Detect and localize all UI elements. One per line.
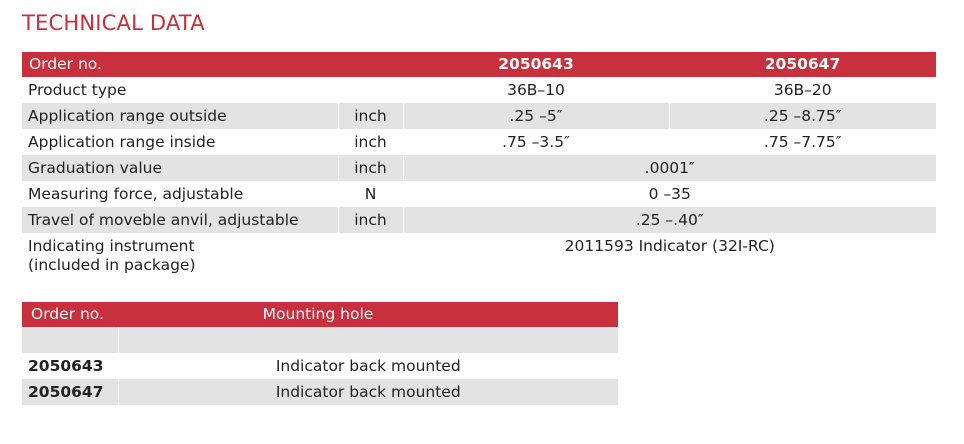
param-label: Measuring force, adjustable	[22, 181, 338, 207]
header-order-no: Order no.	[22, 52, 403, 77]
param-label: Product type	[22, 77, 338, 103]
table-row	[22, 207, 936, 233]
unit-cell	[338, 77, 403, 103]
table-header-row	[22, 52, 936, 77]
order-number	[22, 327, 118, 353]
mounting-desc	[118, 327, 618, 353]
value-cell: 36B–10	[403, 77, 669, 103]
table-row	[22, 129, 936, 155]
param-label	[22, 233, 338, 278]
value-cell: .25 –5″	[403, 103, 669, 129]
param-label: Graduation value	[22, 155, 338, 181]
technical-data-table	[22, 52, 936, 278]
table-row	[22, 77, 936, 103]
param-label-line: (included in package)	[28, 256, 196, 274]
param-label-line: Indicating instrument	[28, 237, 195, 255]
table-row	[22, 353, 618, 379]
value-cell: .0001″	[403, 155, 936, 181]
mounting-hole-table	[22, 302, 618, 405]
value-cell: .75 –7.75″	[669, 129, 936, 155]
header-order-2050647: 2050647	[669, 52, 936, 77]
value-cell: .25 –8.75″	[669, 103, 936, 129]
value-cell: .25 –.40″	[403, 207, 936, 233]
mounting-desc: Indicator back mounted	[118, 379, 618, 405]
order-number: 2050647	[22, 379, 118, 405]
unit-cell: inch	[338, 129, 403, 155]
unit-cell: N	[338, 181, 403, 207]
value-cell: 36B–20	[669, 77, 936, 103]
table-row	[22, 379, 618, 405]
unit-cell	[338, 233, 403, 278]
table-row	[22, 233, 936, 278]
value-cell: 2011593 Indicator (32I-RC)	[403, 233, 936, 278]
table-row	[22, 327, 618, 353]
unit-cell: inch	[338, 207, 403, 233]
header-mounting-hole: Mounting hole	[118, 302, 618, 327]
table-row	[22, 103, 936, 129]
unit-cell: inch	[338, 155, 403, 181]
value-cell: .75 –3.5″	[403, 129, 669, 155]
mounting-desc: Indicator back mounted	[118, 353, 618, 379]
table-header-row	[22, 302, 618, 327]
value-cell: 0 –35	[403, 181, 936, 207]
param-label: Travel of moveble anvil, adjustable	[22, 207, 338, 233]
unit-cell: inch	[338, 103, 403, 129]
header-order-no: Order no.	[22, 302, 118, 327]
table-row	[22, 155, 936, 181]
header-order-2050643: 2050643	[403, 52, 669, 77]
order-number: 2050643	[22, 353, 118, 379]
section-title: TECHNICAL DATA	[22, 11, 205, 35]
table-row	[22, 181, 936, 207]
param-label: Application range outside	[22, 103, 338, 129]
param-label: Application range inside	[22, 129, 338, 155]
